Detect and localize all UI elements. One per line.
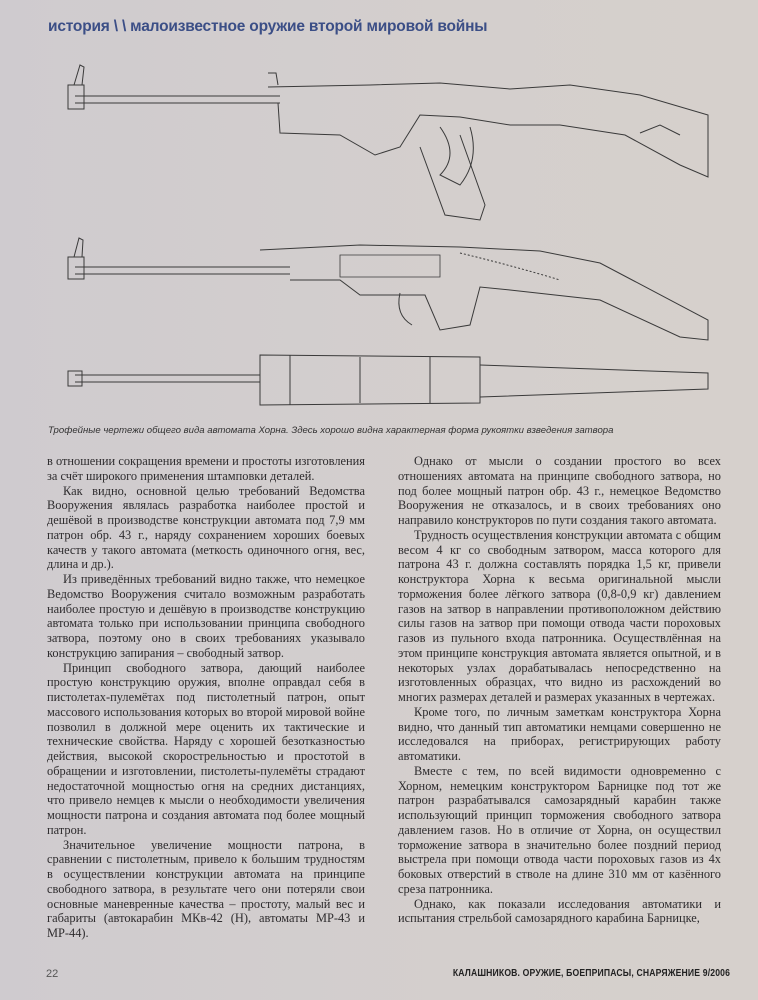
paragraph: Из приведённых требований видно также, что немецкое Ведомство Вооружения считало возможным разработать наиболее простую и дешёвую в производстве конструкцию автомата только при использовании принципа свободного затвора, поэтому оно в своих требованиях указывало конструкцию запирания – свободный затвор.: [47, 572, 365, 660]
paragraph: в отношении сокращения времени и простоты изготовления за счёт широкого применения штамповки деталей.: [47, 454, 365, 483]
rifle-drawings-figure: [40, 55, 730, 420]
paragraph: Вместе с тем, по всей видимости одновременно с Хорном, немецким конструктором Барницке под тот же патрон разрабатывался самозарядный карабин также использующий принцип торможения свободного затвора давлением газов. Но в отличие от Хорна, он осуществил торможение затвора в значительно более поздний период выстрела при помощи отвода части пороховых газов из 4х боковых отверстий в стволе на длине 310 мм от казённого среза патронника.: [398, 763, 721, 896]
figure-caption: Трофейные чертежи общего вида автомата Хорна. Здесь хорошо видна характерная форма рукоятки взведения затвора: [48, 425, 614, 436]
paragraph: Однако от мысли о создании простого во всех отношениях автомата на принципе свободного затвора, но под более мощный патрон обр. 43 г., немецкое Ведомство Вооружения не отказалось, и в своих требованиях оно направило конструкторов по пути создания такого автомата.: [398, 454, 721, 527]
article-column-right: [398, 454, 721, 926]
paragraph: Значительное увеличение мощности патрона, в сравнении с пистолетным, привело к большим трудностям в осуществлении конструкции автомата на принципе свободного затвора, в результате чего они потеряли свои основные маневренные качества – простоту, малый вес и габариты (автокарабин МКв-42 (Н), автоматы МР-43 и МР-44).: [47, 837, 365, 940]
paragraph: Трудность осуществления конструкции автомата с общим весом 4 кг со свободным затвором, масса которого для патрона 43 г. должна составлять порядка 1,5 кг, привели конструктора Хорна к весьма оригинальной мысли торможения более лёгкого затвора (0,8-0,9 кг) давлением газов на затвор в направлении противоположном действию силы газов на затвор при помощи отвода части пороховых газов из пульного входа патронника. Осуществлённая на этом принципе конструкция автомата является опытной, и в некоторых узлах дорабатывалась непосредственно на изготовленных образцах, что видно из расхождений во многих размерах деталей и размерах указанных в чертежах.: [398, 527, 721, 704]
rifle-top-view-drawing: [68, 355, 708, 405]
rifle-cutaway-drawing: [68, 238, 708, 340]
magazine-footer: КАЛАШНИКОВ. ОРУЖИЕ, БОЕПРИПАСЫ, СНАРЯЖЕНИЕ 9/2006: [452, 967, 730, 979]
paragraph: Однако, как показали исследования автоматики и испытания стрельбой самозарядного карабина Барницке,: [398, 896, 721, 926]
rifle-side-view-drawing: [68, 65, 708, 220]
paragraph: Принцип свободного затвора, дающий наиболее простую конструкцию оружия, вполне оправдал себя в пистолетах-пулемётах под пистолетный патрон, опыт массового использования которых во второй мировой войне позволил в должной мере оценить их тактические и технические свойства. Наряду с хорошей безотказностью действия, высокой скорострельностью и простотой в обращении и изготовлении, пистолеты-пулемёты страдают недостаточной мощностью огня на средних дистанциях, что привело немцев к мысли о необходимости увеличения мощности патрона и создания автомата под более мощный патрон.: [47, 660, 365, 837]
article-column-left: [47, 454, 365, 941]
page-number: 22: [46, 968, 59, 980]
paragraph: Кроме того, по личным заметкам конструктора Хорна видно, что данный тип автоматики немцами совершенно не исследовался на приборах, регистрирующих работу автоматики.: [398, 704, 721, 763]
paragraph: Как видно, основной целью требований Ведомства Вооружения являлась разработка наиболее простой и дешёвой в производстве конструкции автомата под 7,9 мм патрон обр. 43 г., наряду сохранением хороших боевых качеств у такого автомата (меткость одиночного огня, вес, длина и др.).: [47, 483, 365, 572]
section-header: история \ \ малоизвестное оружие второй мировой войны: [48, 18, 488, 35]
